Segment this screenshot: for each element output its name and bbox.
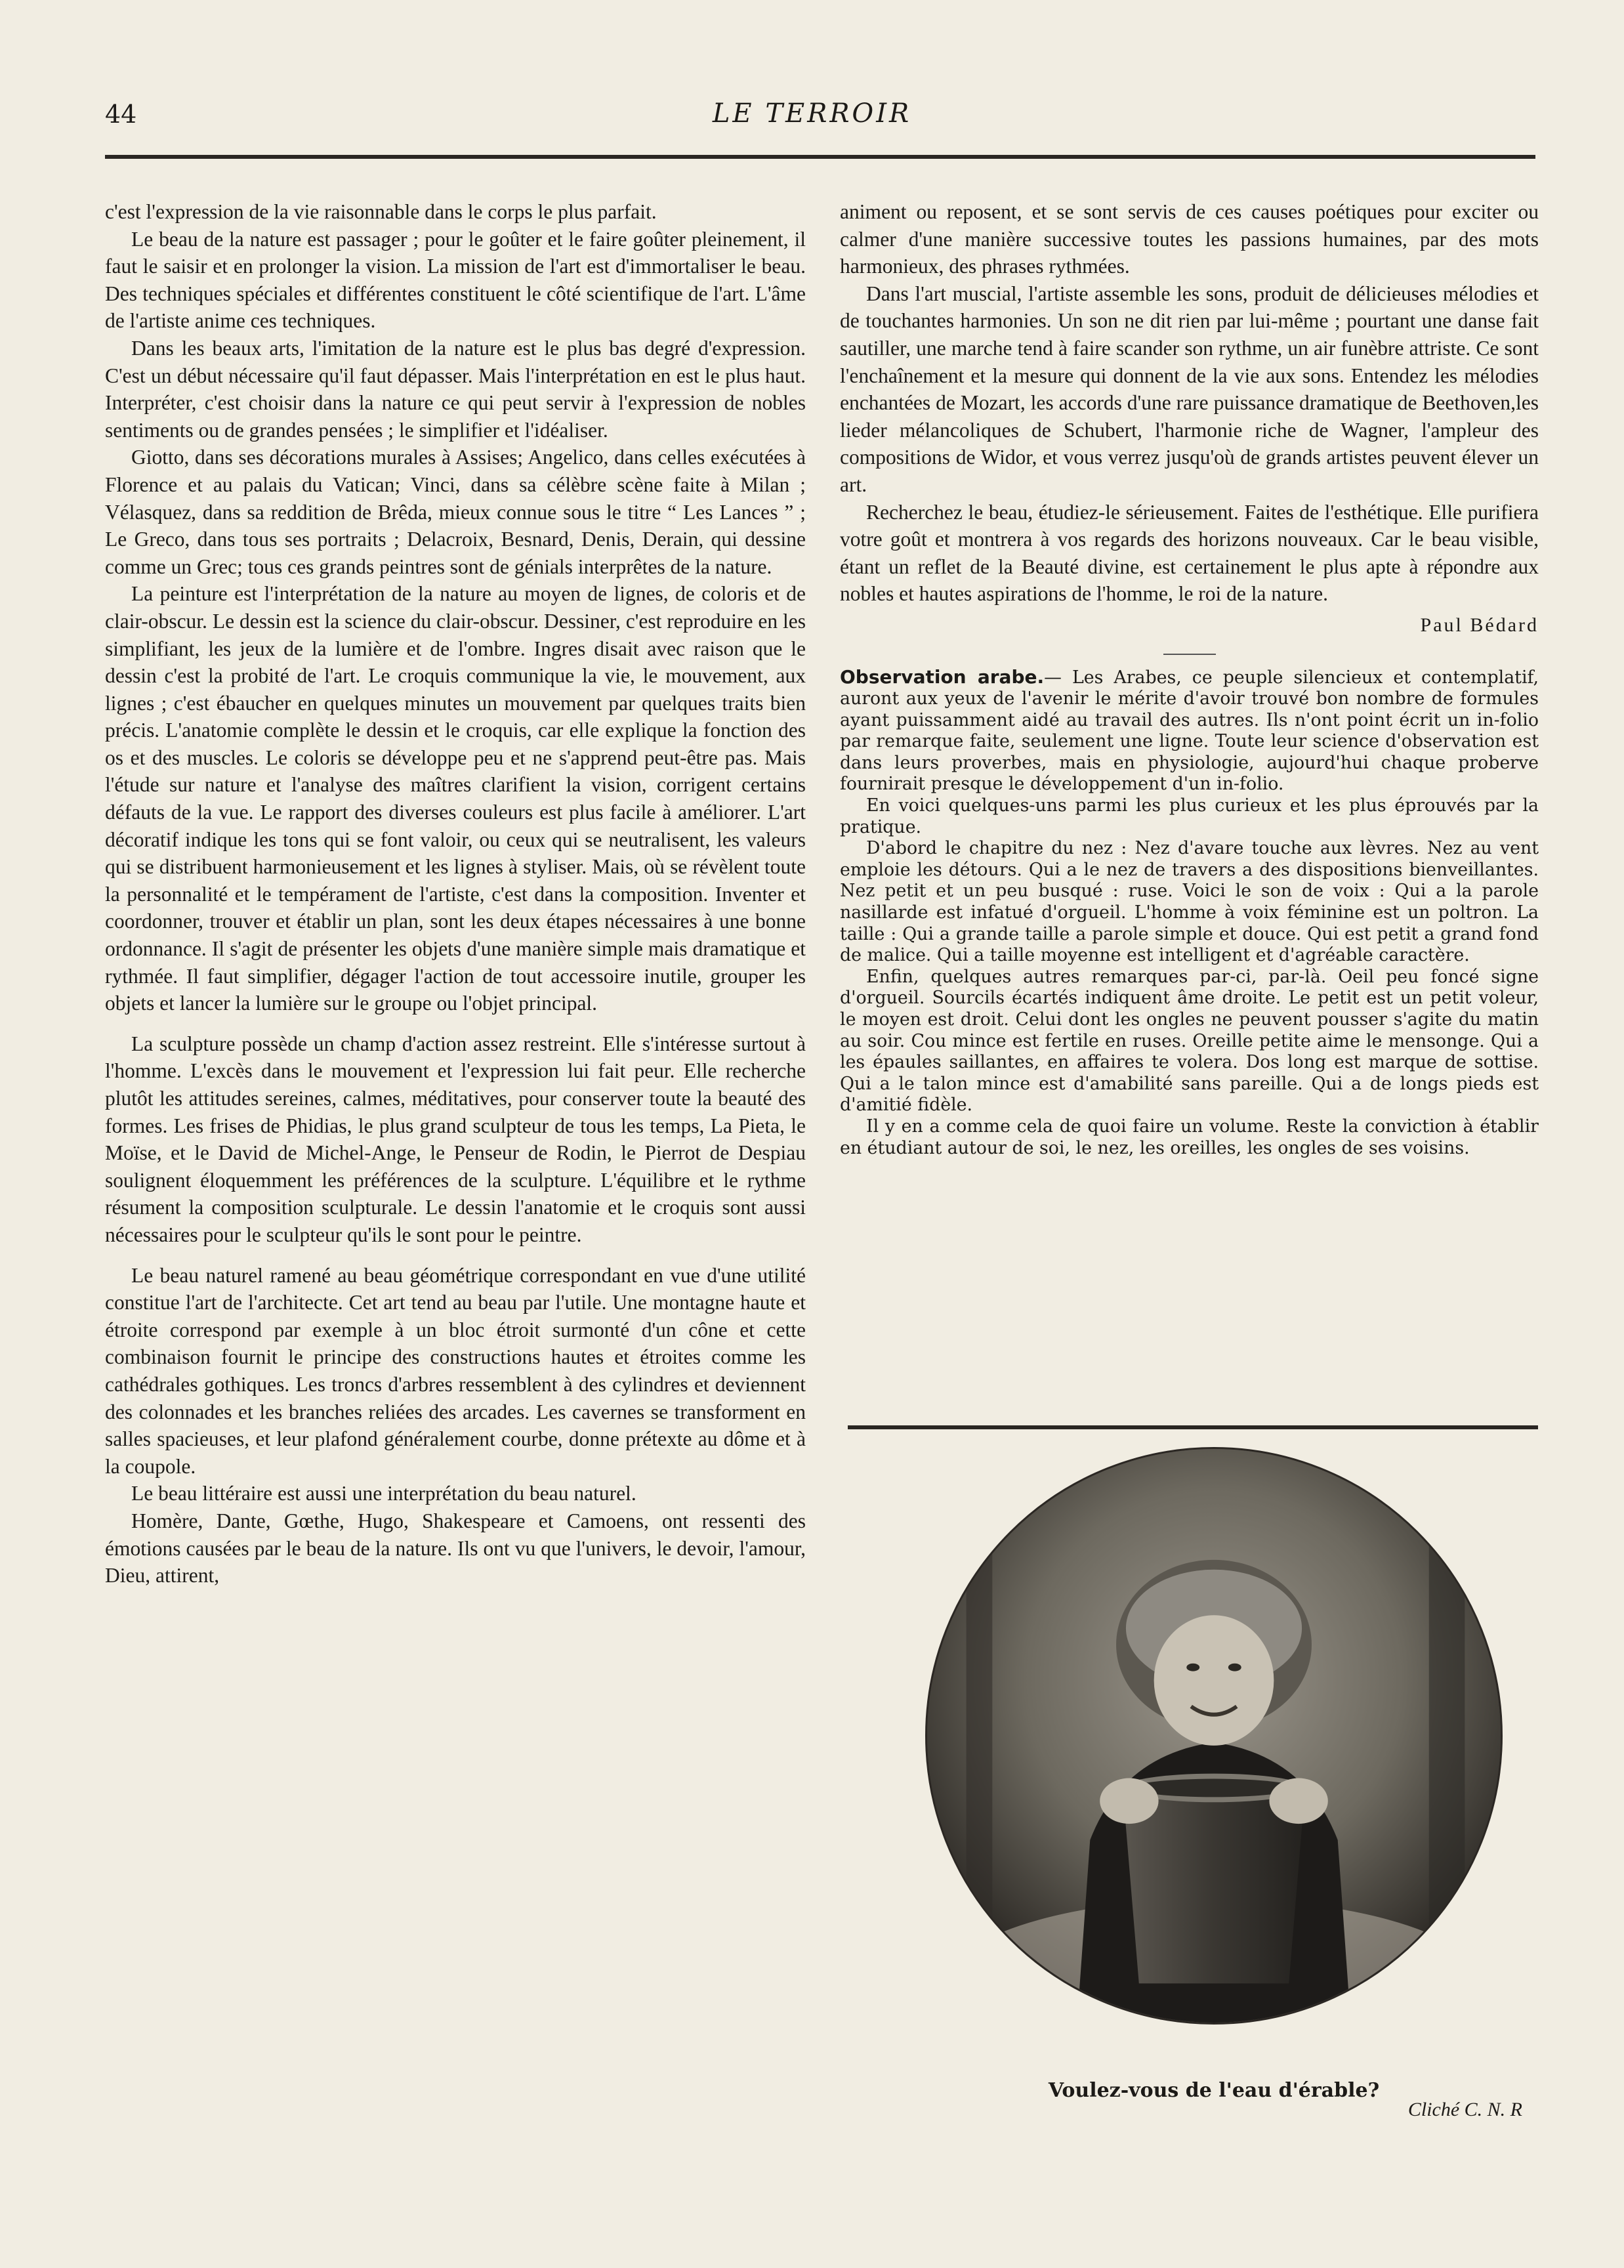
body-paragraph: Dans l'art muscial, l'artiste assemble les sons, produit de délicieuses mélodies et de touchantes harmonies. Un son ne dit rien par lui-même ; pourtant une danse fait sautiller, une marche tend à faire scander son rythme, un air funèbre attriste. Ce sont l'enchaînement et la mesure qui donnent de la vie aux sons. Entendez les mélodies enchantées de Mozart, les accords d'une rare puissance dramatique de Beethoven,les lieder mélancoliques de Schubert, l'harmonie riche de Wagner, l'ampleur des compositions de Widor, et vous verrez jusqu'où de grands artistes peuvent élever un art. — [840, 282, 1539, 496]
observation-paragraph: D'abord le chapitre du nez : Nez d'avare touche aux lèvres. Nez au vent emploie les détours. Qui a le nez de travers a des dispositions bienveillantes. Nez petit et un peu busqué : ruse. Voici le son de voix : Qui a la parole nasillarde est infatué d'orgueil. L'homme à voix féminine est un poltron. La taille : Qui a grande taille a parole simple et douce. Qui est petit a grand fond de malice. Qui a taille moyenne est intelligent et d'agréable caractère. — [840, 838, 1539, 966]
observation-title: Observation arabe. — [840, 665, 1045, 688]
observation-section — [840, 667, 1539, 1160]
body-paragraph: c'est l'expression de la vie raisonnable dans le corps le plus parfait. — [105, 200, 657, 223]
observation-paragraph: Enfin, quelques autres remarques par-ci, par-là. Oeil peu foncé signe d'orgueil. Sourcils écartés indiquent âme droite. Le petit est un petit voleur, le moyen est droit. Celui dont les ongles ne peuvent pousser s'agite du matin au soir. Cou mince est fertile en ruses. Oreille petite aime le mensonge. Qui a les épaules saillantes, en affaires te volera. Dos long est marque de sottise. Qui a le talon mince est d'amabilité sans pareille. Qui a de longs pieds est d'amitié fidèle. — [840, 966, 1539, 1116]
body-paragraph: animent ou reposent, et se sont servis de ces causes poétiques pour exciter ou calmer d'une manière successive toutes les passions humaines, par des mots harmonieux, des phrases rythmées. — [840, 200, 1539, 278]
body-paragraph: Le beau naturel ramené au beau géométrique correspondant en vue d'une utilité constitue l'art de l'architecte. Cet art tend au beau par l'utile. Une montagne haute et étroite correspond par exemple à un bloc étroit surmonté d'un cône et cette combinaison fournit le principe des constructions hautes et étroites comme les cathédrales gothiques. Les troncs d'arbres ressemblent à des cylindres et deviennent des colonnades et les branches reliées des arcades. Les cavernes se transforment en salles spacieuses, et leur plafond généralement courbe, donne prétexte au dôme et à la coupole. — [105, 1263, 806, 1478]
journal-title: LE TERROIR — [712, 98, 912, 129]
photo-illustration — [927, 1449, 1501, 2023]
left-column — [105, 198, 806, 1589]
page-number: 44 — [105, 100, 137, 129]
body-paragraph: Le beau de la nature est passager ; pour le goûter et le faire goûter pleinement, il faut le saisir et en prolonger la vision. La mission de l'art est d'immortaliser le beau. Des techniques spéciales et différentes constituent le côté scientifique de l'art. L'âme de l'artiste anime ces techniques. — [105, 227, 806, 333]
body-paragraph: Le beau littéraire est aussi une interprétation du beau naturel. — [131, 1482, 636, 1505]
child-with-sap-bucket-photo — [925, 1447, 1503, 2025]
body-paragraph: Giotto, dans ses décorations murales à Assises; Angelico, dans celles exécutées à Florence et au palais du Vatican; Vinci, dans sa célèbre scène faite à Milan ; Vélasquez, dans sa reddition de Brêda, mieux connue sous le titre “ Les Lances ” ; Le Greco, dans tous ses portraits ; Delacroix, Besnard, Denis, Derain, qui dessine comme un Grec; tous ces grands peintres sont de génials interprêtes de la nature. — [105, 446, 806, 578]
observation-paragraph: Il y en a comme cela de quoi faire un volume. Reste la conviction à établir en étudiant autour de soi, le nez, les oreilles, les ongles de ses voisins. — [840, 1116, 1539, 1158]
observation-text: Les Arabes, ce peuple silencieux et contemplatif, auront aux yeux de l'avenir le mérite d'avoir trouvé bon nombre de formules ayant puissamment aidé au travail des autres. Ils n'ont point écrit un in-folio par remarque faite, seulement une ligne. Toute leur science d'observation est dans leurs proverbes, mais en physiologie, aujourd'hui chaque proberve fournirait presque le développement d'un in-folio. — [840, 667, 1539, 795]
header-rule — [105, 155, 1535, 159]
right-column — [840, 198, 1539, 1159]
photo-rule — [848, 1425, 1538, 1429]
body-paragraph: Dans les beaux arts, l'imitation de la nature est le plus bas degré d'expression. C'est un début nécessaire qu'il faut dépasser. Mais l'interprétation en est le plus haut. Interpréter, c'est choisir dans la nature ce qui peut servir à l'expression de nobles sentiments ou de grandes pensées ; le simplifier et l'idéaliser. — [105, 336, 806, 442]
article-signature: Paul Bédard — [1420, 614, 1539, 636]
observation-dash: — — [1044, 667, 1062, 688]
body-paragraph: Recherchez le beau, étudiez-le sérieusement. Faites de l'esthétique. Elle purifiera votre goût et montrera à vos regards des horizons nouveaux. Car le beau visible, étant un reflet de la Beauté divine, est certainement le plus apte à répondre aux nobles et hautes aspirations de l'homme, le roi de la nature. — [840, 500, 1539, 606]
photo-caption: Voulez-vous de l'eau d'érable? — [1048, 2079, 1380, 2102]
photo-credit: Cliché C. N. R — [1407, 2099, 1522, 2120]
observation-paragraph: En voici quelques-uns parmi les plus curieux et les plus éprouvés par la pratique. — [840, 795, 1539, 837]
body-paragraph: Homère, Dante, Gœthe, Hugo, Shakespeare et Camoens, ont ressenti des émotions causées par le beau de la nature. Ils ont vu que l'univers, le devoir, l'amour, Dieu, attirent, — [105, 1509, 806, 1587]
body-paragraph: La sculpture possède un champ d'action assez restreint. Elle s'intéresse surtout à l'homme. L'excès dans le mouvement et l'expression lui fait peur. Elle recherche plutôt les attitudes sereines, calmes, méditatives, pour conserver toute la beauté des formes. Les frises de Phidias, le plus grand sculpteur de tous les temps, La Pieta, le Moïse, et le David de Michel-Ange, le Penseur de Rodin, le Pierrot de Despiau soulignent éloquemment les préférences de la sculpture. L'équilibre et le rythme résument la composition sculpturale. Le dessin l'anatomie et le croquis sont aussi nécessaires pour le sculpteur qu'ils le sont pour le peintre. — [105, 1032, 806, 1246]
observation-paragraph — [840, 667, 1539, 796]
section-separator — [1163, 654, 1216, 655]
body-paragraph: La peinture est l'interprétation de la nature au moyen de lignes, de coloris et de clair-obscur. Le dessin est la science du clair-obscur. Dessiner, c'est reproduire en les simplifiant, les jeux de la lumière et de l'ombre. Ingres disait avec raison que le dessin c'est la probité de l'art. Le croquis communique la vie, le mouvement, aux lignes ; c'est ébaucher en quelques minutes un mouvement par quelques traits bien précis. L'anatomie complète le dessin et le croquis, car elle explique la fonction des os et des muscles. Le coloris se développe peu et ne s'apprend peut-être pas. Mais l'étude sur nature et l'analyse des maîtres clarifient la vision, corrigent certains défauts de la vue. Le rapport des diverses couleurs est plus facile à améliorer. L'art décoratif indique les tons qui se font valoir, ou ceux qui se neutralisent, les valeurs qui se distribuent harmonieusement et les lignes à styliser. Mais, où se révèlent toute la personnalité et le tempérament de l'artiste, c'est dans la composition. Inventer et coordonner, trouver et établir un plan, sont les deux étapes nécessaires à une bonne ordonnance. Il s'agit de présenter les objets d'une manière simple mais dramatique et rythmée. Il faut simplifier, dégager l'action de tout accessoire inutile, grouper les objets et lancer la lumière sur le groupe ou l'objet principal. — [105, 582, 806, 1015]
